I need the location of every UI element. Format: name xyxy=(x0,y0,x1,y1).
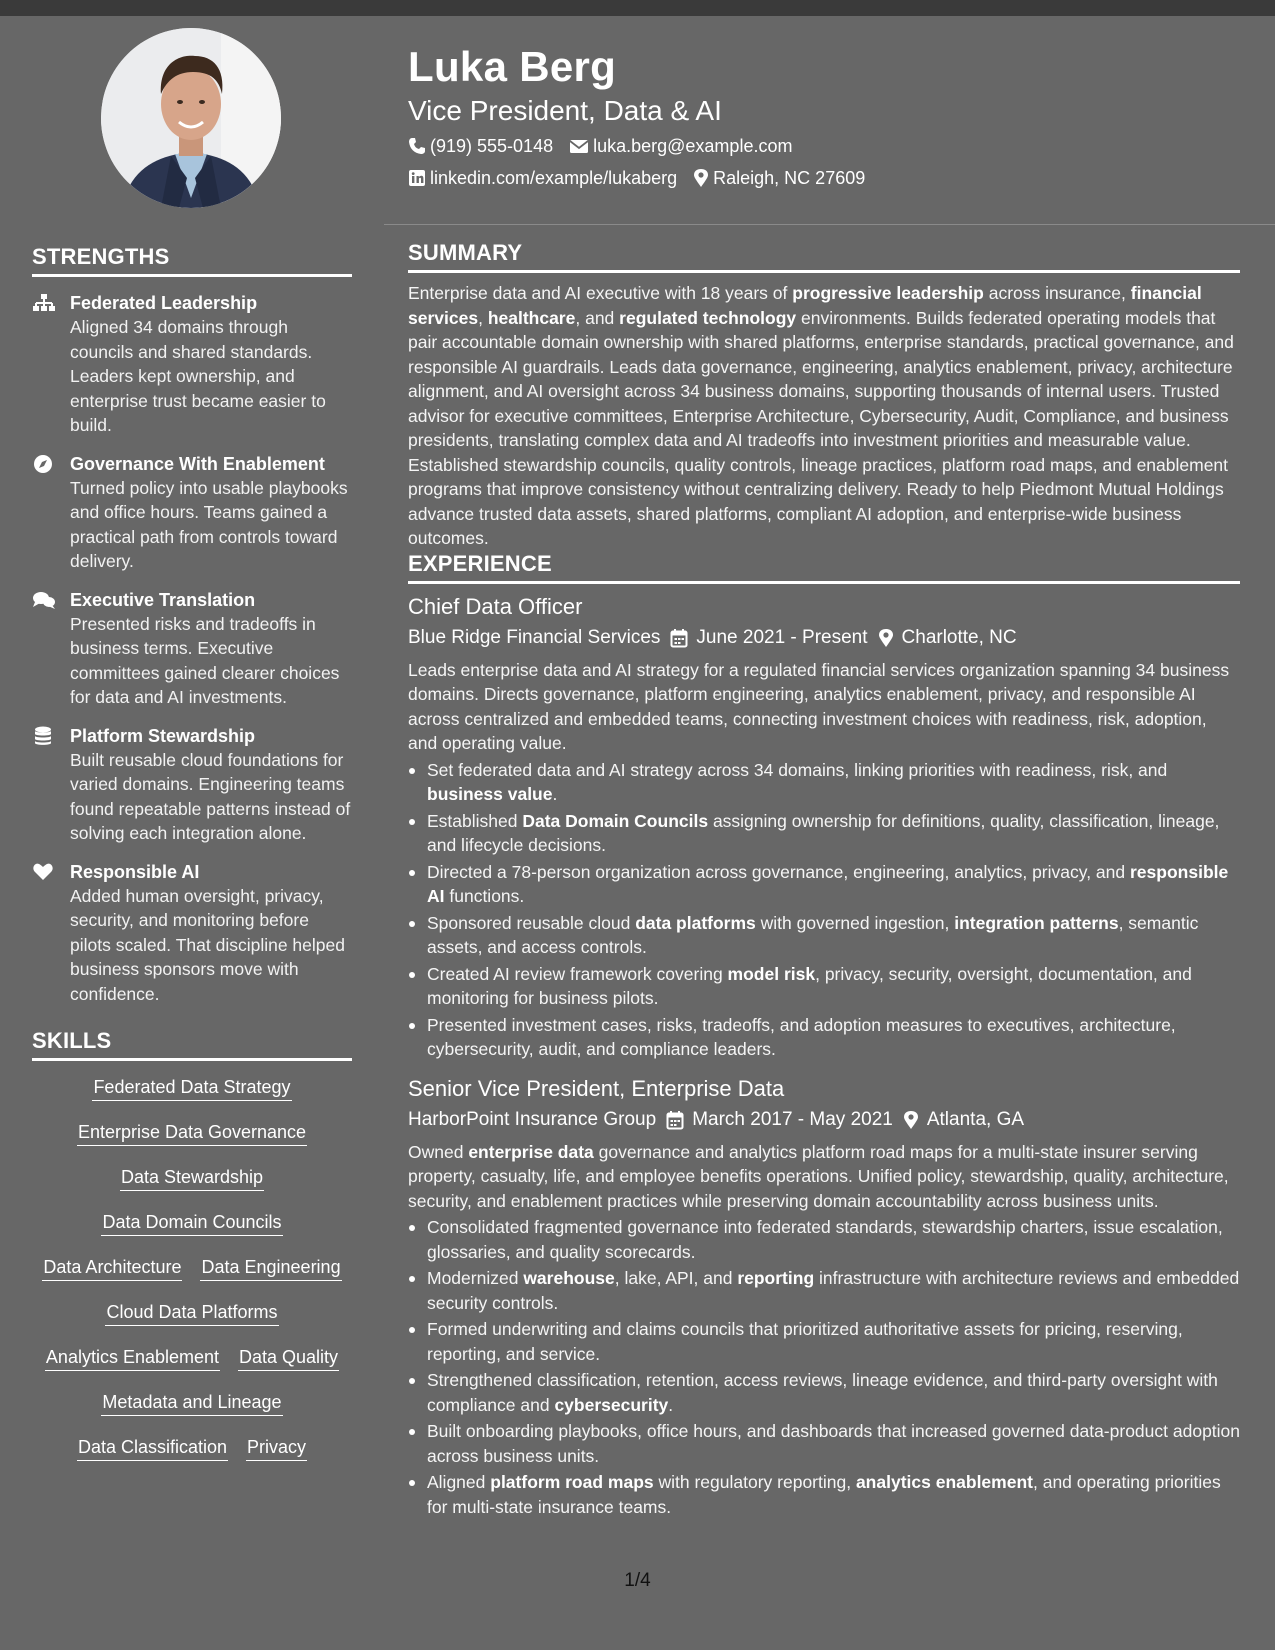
phone-icon xyxy=(408,137,426,155)
skill-tag: Cloud Data Platforms xyxy=(105,1300,278,1326)
profile-name: Luka Berg xyxy=(408,43,617,90)
strength-item xyxy=(32,291,352,438)
strength-title: Governance With Enablement xyxy=(70,453,325,474)
skills-heading: SKILLS xyxy=(32,1028,352,1061)
skill-tag: Data Engineering xyxy=(200,1255,341,1281)
job-bullet: Set federated data and AI strategy across 34 domains, linking priorities with readiness, risk, and business value. xyxy=(408,758,1240,807)
job-bullet: Established Data Domain Councils assigning ownership for definitions, quality, classification, lineage, and lifecycle decisions. xyxy=(408,809,1240,858)
job-location xyxy=(878,624,1017,652)
job-location-text: Charlotte, NC xyxy=(901,626,1017,648)
job-bullet: Directed a 78-person organization across governance, engineering, analytics, privacy, and responsible AI functions. xyxy=(408,860,1240,909)
linkedin-icon xyxy=(408,169,426,187)
strength-title: Platform Stewardship xyxy=(70,725,256,746)
summary-heading: SUMMARY xyxy=(408,240,1240,273)
skill-row xyxy=(32,1435,352,1480)
job-bullet: Strengthened classification, retention, access reviews, lineage evidence, and third-party oversight with compliance and cybersecurity. xyxy=(408,1368,1240,1417)
profile-role: Vice President, Data & AI xyxy=(408,95,722,126)
map-marker-icon xyxy=(878,628,894,648)
job-meta xyxy=(408,624,1240,652)
skill-row xyxy=(32,1345,352,1390)
strength-desc: Presented risks and tradeoffs in business terms. Executive committees gained clearer choices for data and AI investments. xyxy=(70,613,340,707)
job-description: Owned enterprise data governance and analytics platform road maps for a multi-state insurer serving property, casualty, life, and employee benefits operations. Unified policy, stewardship, quality, architecture, security, and enablement practices while preserving domain accountability across business units. xyxy=(408,1141,1229,1211)
skill-tag: Data Classification xyxy=(77,1435,228,1461)
skill-row xyxy=(32,1255,352,1300)
job-title: Senior Vice President, Enterprise Data xyxy=(408,1075,785,1101)
job-meta xyxy=(408,1106,1240,1134)
job-bullet: Aligned platform road maps with regulatory reporting, analytics enablement, and operating priorities for multi-state insurance teams. xyxy=(408,1470,1240,1519)
top-bar xyxy=(0,0,1275,16)
strength-title: Executive Translation xyxy=(70,589,256,610)
skill-row xyxy=(32,1075,352,1120)
strength-title: Federated Leadership xyxy=(70,293,258,313)
job-dates-text: March 2017 - May 2021 xyxy=(692,1108,893,1130)
strengths-heading: STRENGTHS xyxy=(32,244,352,277)
strength-title: Responsible AI xyxy=(70,861,200,882)
profile-photo xyxy=(101,28,281,208)
job-dates-text: June 2021 - Present xyxy=(696,626,868,648)
skill-tag: Data Quality xyxy=(238,1345,339,1371)
strength-item xyxy=(32,724,352,846)
skill-tag: Analytics Enablement xyxy=(45,1345,220,1371)
job-entry xyxy=(408,1074,1240,1520)
job-description: Leads enterprise data and AI strategy for a regulated financial services organization spanning 34 business domains. Directs governance, platform engineering, analytics enablement, privacy, and responsible AI across centralized and embedded teams, connecting investment choices with readiness, risk, adoption, and operating value. xyxy=(408,659,1230,753)
location-contact xyxy=(693,166,865,190)
skill-tag: Metadata and Lineage xyxy=(101,1390,282,1416)
strength-item xyxy=(32,452,352,574)
job-bullet: Modernized warehouse, lake, API, and reporting infrastructure with architecture reviews and embedded security controls. xyxy=(408,1266,1240,1315)
sidebar xyxy=(32,28,352,1480)
strength-item xyxy=(32,860,352,1007)
skill-row xyxy=(32,1300,352,1345)
page-indicator: 1/4 xyxy=(624,1570,651,1591)
experience-heading: EXPERIENCE xyxy=(408,551,1240,584)
phone-contact[interactable] xyxy=(408,134,553,158)
strength-desc: Aligned 34 domains through councils and shared standards. Leaders kept ownership, and enterprise trust became easier to build. xyxy=(70,317,326,435)
job-bullet: Built onboarding playbooks, office hours, and dashboards that increased governed data-product adoption across business units. xyxy=(408,1419,1240,1468)
job-bullet: Sponsored reusable cloud data platforms with governed ingestion, integration patterns, semantic assets, and access controls. xyxy=(408,911,1240,960)
header-divider xyxy=(384,224,1275,225)
contact-line xyxy=(408,134,1238,158)
job-entry xyxy=(408,592,1240,1062)
skill-tag: Federated Data Strategy xyxy=(92,1075,291,1101)
map-marker-icon xyxy=(903,1110,919,1130)
job-location-text: Atlanta, GA xyxy=(926,1108,1025,1130)
sitemap-icon xyxy=(32,293,56,313)
job-dates xyxy=(666,1106,893,1134)
job-location xyxy=(903,1106,1024,1134)
contact-line xyxy=(408,166,1238,190)
skill-row xyxy=(32,1210,352,1255)
linkedin-contact[interactable] xyxy=(408,166,677,190)
map-marker-icon xyxy=(693,168,709,188)
skill-tag: Data Domain Councils xyxy=(101,1210,282,1236)
job-bullet: Presented investment cases, risks, tradeoffs, and adoption measures to executives, architecture, cybersecurity, audit, and compliance leaders. xyxy=(408,1013,1240,1062)
linkedin-text: linkedin.com/example/lukaberg xyxy=(430,168,678,188)
job-bullets xyxy=(408,1215,1240,1519)
company-name: HarborPoint Insurance Group xyxy=(408,1108,657,1130)
company-name: Blue Ridge Financial Services xyxy=(408,626,661,648)
job-bullet: Created AI review framework covering model risk, privacy, security, oversight, documentation, and monitoring for business pilots. xyxy=(408,962,1240,1011)
strength-desc: Turned policy into usable playbooks and office hours. Teams gained a practical path from controls toward delivery. xyxy=(70,477,348,571)
calendar-icon xyxy=(670,628,688,648)
skills-list xyxy=(32,1075,352,1480)
email-contact[interactable] xyxy=(569,134,792,158)
email-text: luka.berg@example.com xyxy=(593,136,793,156)
job-bullet: Consolidated fragmented governance into federated standards, stewardship charters, issue escalation, glossaries, and quality scorecards. xyxy=(408,1215,1240,1264)
job-bullets xyxy=(408,758,1240,1062)
summary-text: Enterprise data and AI executive with 18 years of progressive leadership across insurance, financial services, healthcare, and regulated technology environments. Builds federated operating models that pair accountable domain ownership with shared platforms, enterprise standards, practical governance, and responsible AI guardrails. Leads data governance, engineering, analytics enablement, privacy, architecture alignment, and AI oversight across 34 business domains, supporting thousands of internal users. Trusted advisor for executive committees, Enterprise Architecture, Cybersecurity, Audit, Compliance, and business presidents, translating complex data and AI tradeoffs into investment priorities and measurable value. Established stewardship councils, quality controls, lineage practices, platform road maps, and enablement programs that improve consistency without centralizing delivery. Ready to help Piedmont Mutual Holdings advance trusted data assets, shared platforms, compliant AI adoption, and enterprise-wide business outcomes. xyxy=(408,283,1234,548)
skill-tag: Data Stewardship xyxy=(120,1165,264,1191)
skill-tag: Enterprise Data Governance xyxy=(77,1120,307,1146)
database-icon xyxy=(32,726,56,746)
strength-desc: Built reusable cloud foundations for varied domains. Engineering teams found repeatable patterns instead of solving each integration alone. xyxy=(70,749,351,843)
envelope-icon xyxy=(569,138,589,154)
skill-row xyxy=(32,1120,352,1165)
job-bullet: Formed underwriting and claims councils that prioritized authoritative assets for pricing, reserving, reporting, and service. xyxy=(408,1317,1240,1366)
job-title: Chief Data Officer xyxy=(408,593,583,619)
skill-row xyxy=(32,1165,352,1210)
profile-header xyxy=(408,42,1238,190)
comments-icon xyxy=(32,590,56,610)
skill-row xyxy=(32,1390,352,1435)
compass-icon xyxy=(32,454,56,474)
job-dates xyxy=(670,624,867,652)
heart-icon xyxy=(32,862,56,882)
main-content xyxy=(408,240,1240,1519)
calendar-icon xyxy=(666,1110,684,1130)
phone-text: (919) 555-0148 xyxy=(430,136,554,156)
strength-item xyxy=(32,588,352,710)
skill-tag: Privacy xyxy=(246,1435,307,1461)
strength-desc: Added human oversight, privacy, security, and monitoring before pilots scaled. That discipline helped business sponsors move with confidence. xyxy=(70,885,345,1004)
skill-tag: Data Architecture xyxy=(42,1255,182,1281)
location-text: Raleigh, NC 27609 xyxy=(713,168,866,188)
